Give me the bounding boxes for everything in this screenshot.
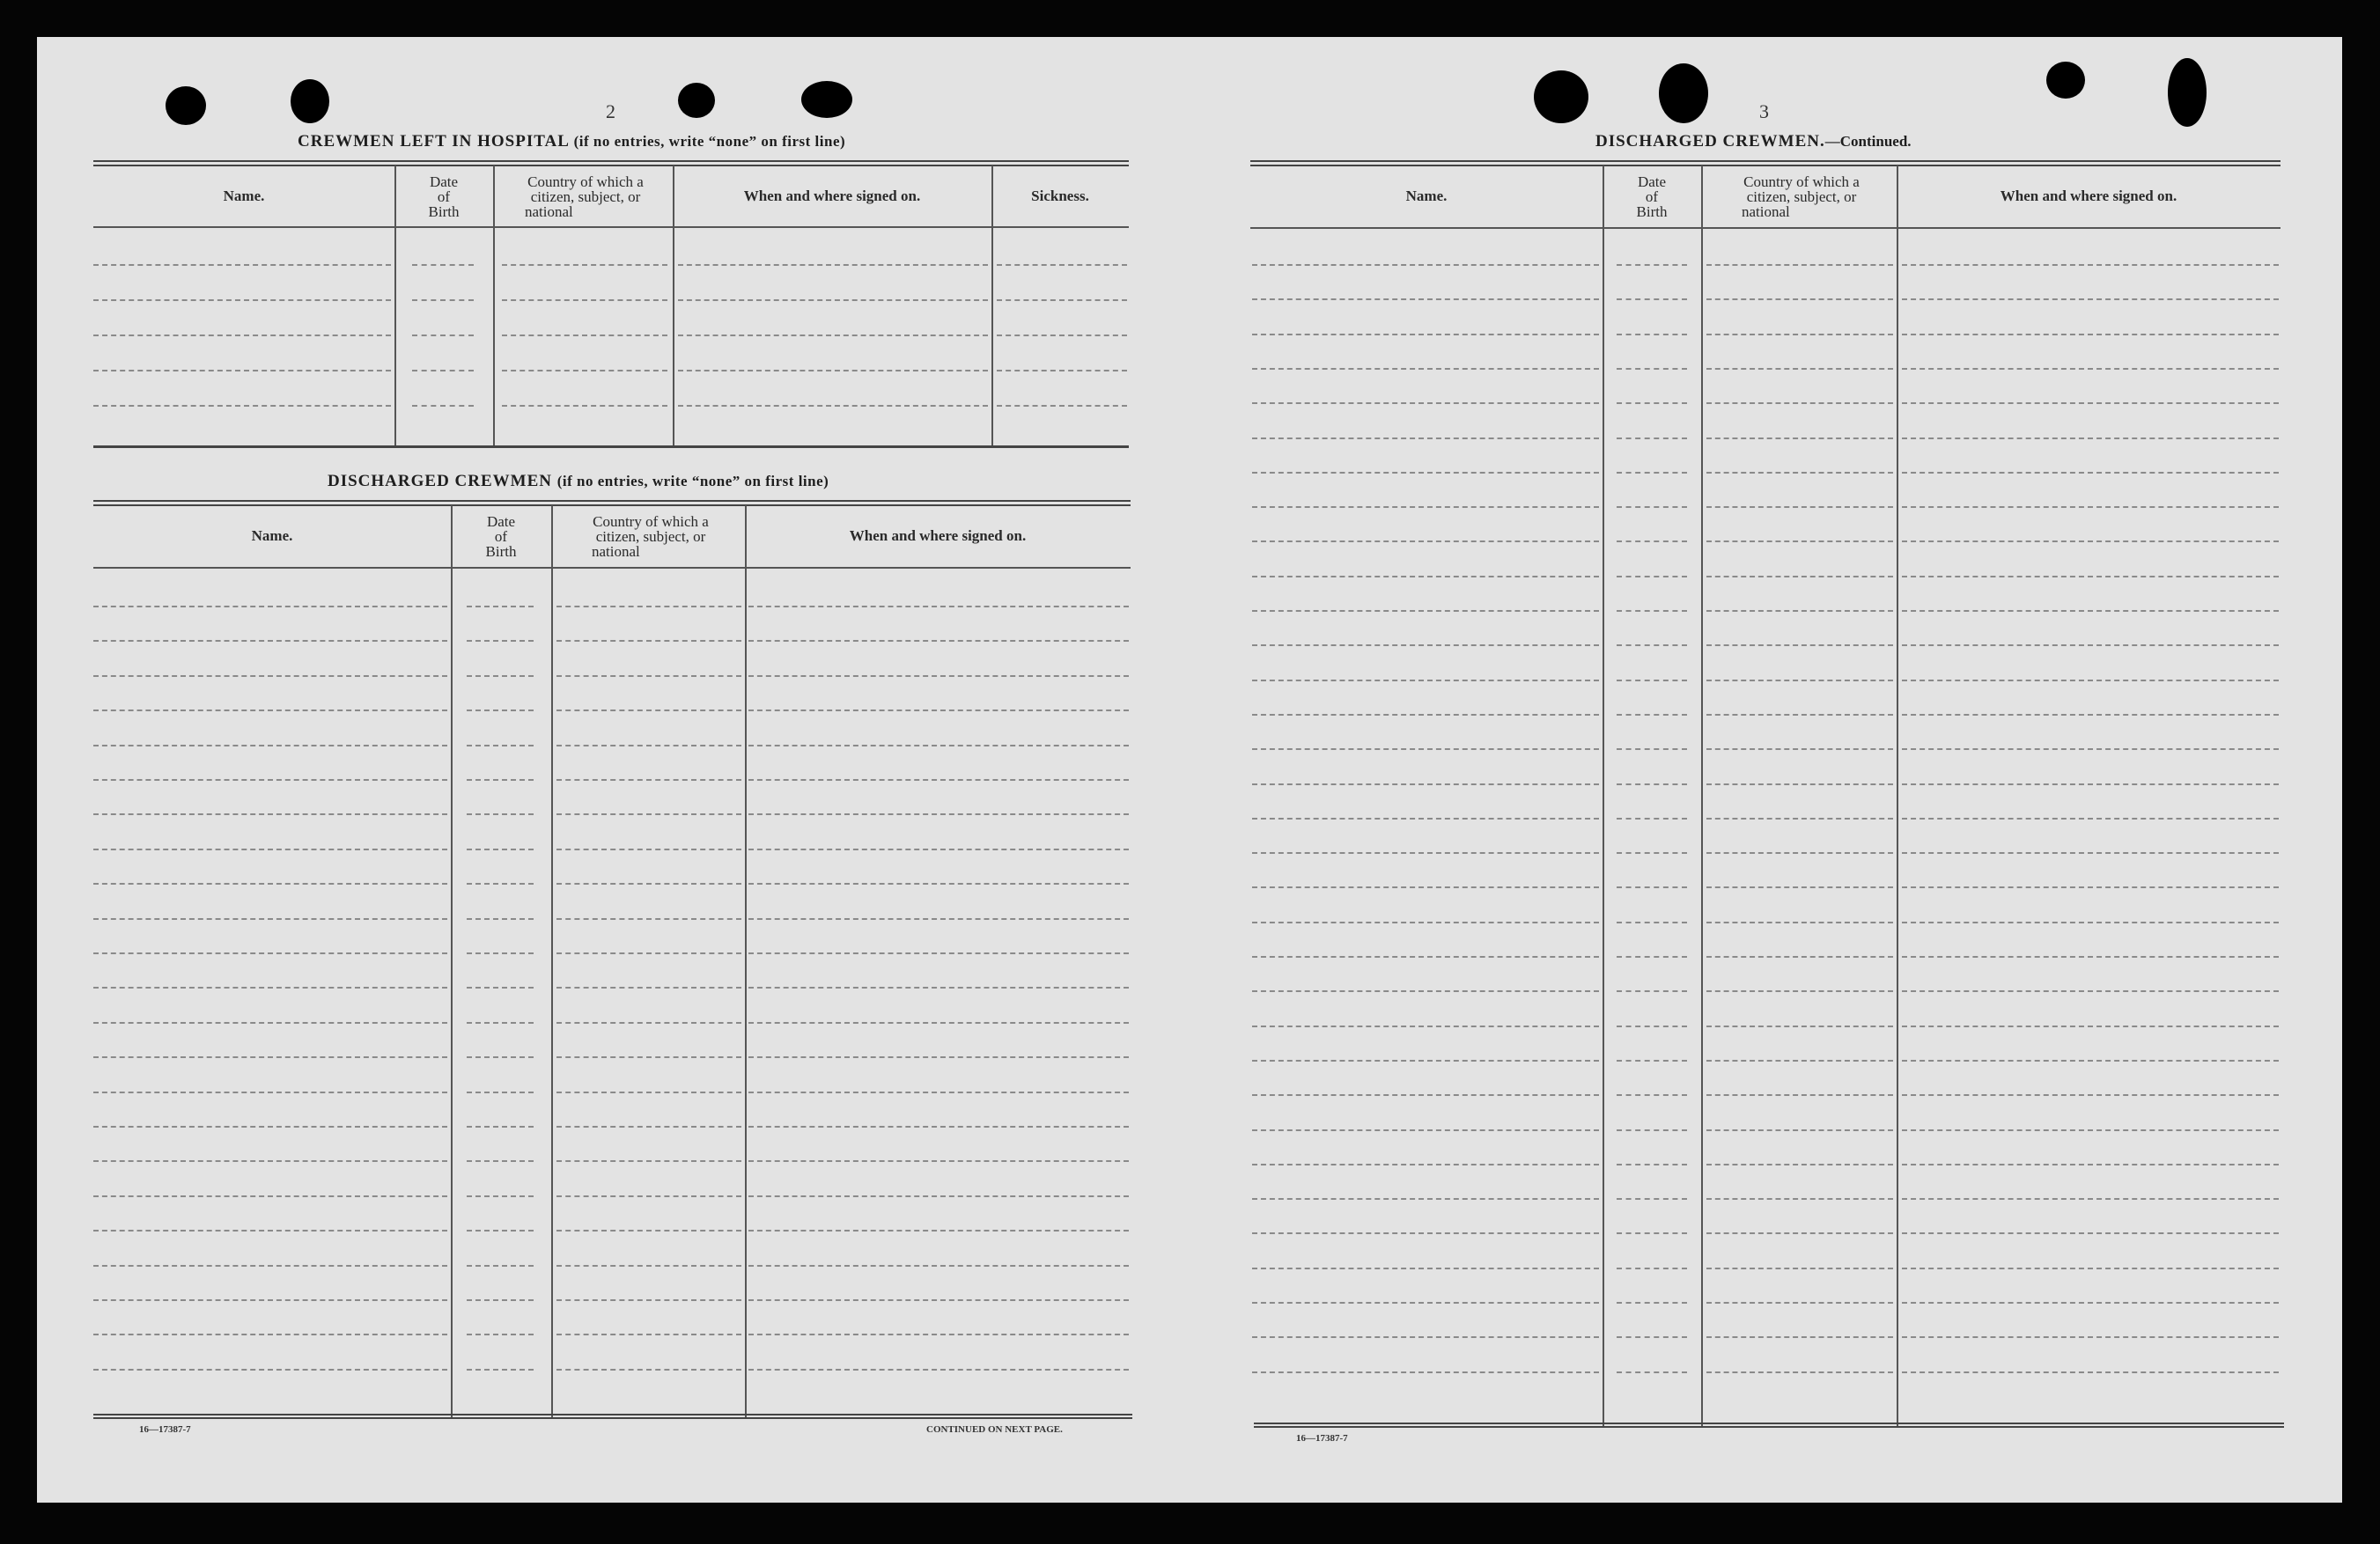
ruled-entry-line	[1617, 402, 1687, 404]
ruled-entry-line	[1706, 1164, 1893, 1165]
punch-hole	[166, 86, 206, 125]
ruled-entry-line	[556, 1160, 741, 1162]
ruled-entry-line	[467, 883, 534, 885]
ruled-entry-line	[93, 640, 447, 642]
ruled-entry-line	[1902, 1060, 2279, 1062]
ruled-entry-line	[467, 918, 534, 920]
ruled-entry-line	[467, 1369, 534, 1371]
ruled-entry-line	[556, 1230, 741, 1232]
ruled-entry-line	[1706, 748, 1893, 750]
hospital-col-dob: Date of Birth	[428, 173, 460, 220]
ruled-entry-line	[1252, 1198, 1599, 1200]
ruled-entry-line	[678, 299, 988, 301]
ruled-entry-line	[1617, 714, 1687, 716]
right-col-country: Country of which a citizen, subject, or national	[1742, 173, 1860, 220]
ruled-entry-line	[93, 952, 447, 954]
ruled-entry-line	[556, 606, 741, 607]
ruled-entry-line	[93, 264, 391, 266]
ruled-entry-line	[748, 918, 1129, 920]
ruled-entry-line	[467, 987, 534, 989]
ruled-entry-line	[1252, 1232, 1599, 1234]
ruled-entry-line	[1617, 610, 1687, 612]
page-number-right: 3	[1759, 100, 1769, 122]
ruled-entry-line	[1706, 922, 1893, 923]
ruled-entry-line	[1617, 956, 1687, 958]
ruled-entry-line	[1706, 1302, 1893, 1304]
ruled-entry-line	[93, 405, 391, 407]
ruled-entry-line	[1617, 1129, 1687, 1131]
ruled-entry-line	[1617, 1094, 1687, 1096]
ruled-entry-line	[556, 1334, 741, 1335]
ruled-entry-line	[1706, 783, 1893, 785]
hospital-col-country: Country of which a citizen, subject, or national	[525, 173, 644, 220]
ruled-entry-line	[93, 918, 447, 920]
ruled-entry-line	[748, 675, 1129, 677]
ruled-entry-line	[748, 952, 1129, 954]
ruled-entry-line	[748, 640, 1129, 642]
ruled-entry-line	[556, 883, 741, 885]
ruled-entry-line	[1706, 610, 1893, 612]
ruled-entry-line	[997, 405, 1127, 407]
ruled-entry-line	[556, 1092, 741, 1093]
ruled-entry-line	[467, 1334, 534, 1335]
ruled-entry-line	[1617, 264, 1687, 266]
ruled-entry-line	[1706, 576, 1893, 577]
ruled-entry-line	[1706, 368, 1893, 370]
ruled-entry-line	[748, 606, 1129, 607]
ruled-entry-line	[412, 264, 474, 266]
ruled-entry-line	[93, 849, 447, 850]
ruled-entry-line	[1706, 1232, 1893, 1234]
ruled-entry-line	[1902, 264, 2279, 266]
ruled-entry-line	[412, 370, 474, 371]
ruled-entry-line	[1902, 714, 2279, 716]
ruled-entry-line	[748, 987, 1129, 989]
ruled-entry-line	[556, 1299, 741, 1301]
ruled-entry-line	[467, 813, 534, 815]
ruled-entry-line	[1902, 956, 2279, 958]
ruled-entry-line	[556, 813, 741, 815]
ruled-entry-line	[1706, 1336, 1893, 1338]
right-section-title	[1595, 132, 1912, 151]
ruled-entry-line	[1617, 644, 1687, 646]
ruled-entry-line	[1617, 576, 1687, 577]
ruled-entry-line	[556, 1126, 741, 1128]
punch-hole	[678, 83, 715, 118]
ruled-entry-line	[1617, 437, 1687, 439]
ruled-entry-line	[502, 299, 667, 301]
ruled-entry-line	[748, 883, 1129, 885]
ruled-entry-line	[1617, 1026, 1687, 1027]
ruled-entry-line	[467, 1299, 534, 1301]
ruled-entry-line	[502, 264, 667, 266]
ruled-entry-line	[997, 370, 1127, 371]
right-col-name: Name.	[1405, 187, 1448, 204]
punch-hole	[1659, 63, 1708, 123]
ruled-entry-line	[467, 1195, 534, 1197]
ruled-entry-line	[1252, 1060, 1599, 1062]
ruled-entry-line	[678, 264, 988, 266]
ruled-entry-line	[1252, 680, 1599, 681]
ruled-entry-line	[1617, 540, 1687, 542]
ruled-entry-line	[748, 1022, 1129, 1024]
ruled-entry-line	[1252, 1268, 1599, 1269]
ruled-entry-line	[1252, 886, 1599, 888]
discharged-table-top-rule	[93, 500, 1131, 506]
ruled-entry-line	[1902, 368, 2279, 370]
ruled-entry-line	[748, 1369, 1129, 1371]
ruled-entry-line	[93, 299, 391, 301]
ruled-entry-line	[1706, 1198, 1893, 1200]
ruled-entry-line	[93, 813, 447, 815]
ruled-entry-line	[93, 745, 447, 746]
ruled-entry-line	[93, 335, 391, 336]
ruled-entry-line	[556, 849, 741, 850]
ruled-entry-line	[1902, 540, 2279, 542]
ruled-entry-line	[1902, 886, 2279, 888]
ruled-entry-line	[1252, 644, 1599, 646]
ruled-entry-line	[93, 779, 447, 781]
ruled-entry-line	[1706, 298, 1893, 300]
ruled-entry-line	[467, 1160, 534, 1162]
ruled-entry-line	[997, 264, 1127, 266]
ruled-entry-line	[1902, 1129, 2279, 1131]
ruled-entry-line	[1706, 714, 1893, 716]
ruled-entry-line	[997, 299, 1127, 301]
hospital-title-instruction: (if no entries, write “none” on first line)	[573, 133, 846, 150]
ruled-entry-line	[1617, 818, 1687, 820]
ruled-entry-line	[1706, 1129, 1893, 1131]
ruled-entry-line	[467, 640, 534, 642]
ruled-entry-line	[467, 675, 534, 677]
ruled-entry-line	[1252, 783, 1599, 785]
ruled-entry-line	[93, 1230, 447, 1232]
ruled-entry-line	[502, 335, 667, 336]
ruled-entry-line	[467, 779, 534, 781]
ruled-entry-line	[502, 405, 667, 407]
ruled-entry-line	[93, 1126, 447, 1128]
ruled-entry-line	[1902, 783, 2279, 785]
ruled-entry-line	[1252, 818, 1599, 820]
ruled-entry-line	[1617, 748, 1687, 750]
ruled-entry-line	[412, 299, 474, 301]
ruled-entry-line	[93, 675, 447, 677]
ruled-entry-line	[1252, 540, 1599, 542]
ruled-entry-line	[1902, 437, 2279, 439]
ruled-entry-line	[1706, 472, 1893, 474]
ruled-entry-line	[556, 779, 741, 781]
form-number-left: 16—17387-7	[139, 1424, 191, 1435]
ruled-entry-line	[1902, 472, 2279, 474]
ruled-entry-line	[1617, 990, 1687, 992]
ruled-entry-line	[748, 1056, 1129, 1058]
ruled-entry-line	[1617, 1060, 1687, 1062]
hospital-col-name: Name.	[223, 187, 265, 204]
ruled-entry-line	[748, 1092, 1129, 1093]
discharged-col-signed-on: When and where signed on.	[849, 527, 1027, 544]
punch-hole	[1534, 70, 1588, 123]
ruled-entry-line	[1252, 1371, 1599, 1373]
ruled-entry-line	[1617, 1198, 1687, 1200]
ruled-entry-line	[93, 1195, 447, 1197]
ruled-entry-line	[1706, 402, 1893, 404]
ruled-entry-line	[1902, 680, 2279, 681]
ruled-entry-line	[93, 1265, 447, 1267]
ruled-entry-line	[556, 1056, 741, 1058]
ruled-entry-line	[467, 849, 534, 850]
ruled-entry-line	[93, 1160, 447, 1162]
ruled-entry-line	[678, 405, 988, 407]
right-title-suffix: —Continued.	[1824, 133, 1912, 150]
ruled-entry-line	[1252, 922, 1599, 923]
ruled-entry-line	[93, 987, 447, 989]
ruled-entry-line	[1902, 644, 2279, 646]
ruled-entry-line	[1902, 610, 2279, 612]
ruled-entry-line	[467, 1056, 534, 1058]
ruled-entry-line	[556, 745, 741, 746]
ruled-entry-line	[1902, 748, 2279, 750]
ruled-entry-line	[748, 1160, 1129, 1162]
ruled-entry-line	[1617, 472, 1687, 474]
page-number-left: 2	[606, 100, 615, 122]
ruled-entry-line	[1902, 1164, 2279, 1165]
ruled-entry-line	[1902, 1302, 2279, 1304]
ruled-entry-line	[1706, 1094, 1893, 1096]
ruled-entry-line	[1252, 956, 1599, 958]
ruled-entry-line	[93, 1022, 447, 1024]
ruled-entry-line	[1902, 1198, 2279, 1200]
hospital-title-text: CREWMEN LEFT IN HOSPITAL	[298, 132, 569, 151]
ruled-entry-line	[1252, 1164, 1599, 1165]
right-title-text: DISCHARGED CREWMEN.	[1595, 132, 1825, 151]
ruled-entry-line	[1617, 1268, 1687, 1269]
ruled-entry-line	[1617, 922, 1687, 923]
ruled-entry-line	[1252, 437, 1599, 439]
ruled-entry-line	[748, 1265, 1129, 1267]
ruled-entry-line	[1252, 1094, 1599, 1096]
ruled-entry-line	[1252, 264, 1599, 266]
ruled-entry-line	[1706, 264, 1893, 266]
ruled-entry-line	[1706, 644, 1893, 646]
ruled-entry-line	[1706, 990, 1893, 992]
ruled-entry-line	[467, 1230, 534, 1232]
ruled-entry-line	[1252, 714, 1599, 716]
ruled-entry-line	[997, 335, 1127, 336]
ruled-entry-line	[412, 405, 474, 407]
ruled-entry-line	[1902, 1026, 2279, 1027]
ruled-entry-line	[556, 1369, 741, 1371]
ruled-entry-line	[678, 370, 988, 371]
ruled-entry-line	[556, 675, 741, 677]
ruled-entry-line	[1252, 610, 1599, 612]
ruled-entry-line	[1706, 1371, 1893, 1373]
ruled-entry-line	[748, 710, 1129, 711]
ruled-entry-line	[93, 883, 447, 885]
form-sheet	[37, 37, 2342, 1503]
ruled-entry-line	[1902, 1094, 2279, 1096]
hospital-section-title	[298, 132, 845, 151]
ruled-entry-line	[1252, 1129, 1599, 1131]
ruled-entry-line	[1902, 852, 2279, 854]
ruled-entry-line	[467, 1265, 534, 1267]
ruled-entry-line	[1617, 1336, 1687, 1338]
ruled-entry-line	[556, 640, 741, 642]
ruled-entry-line	[1706, 334, 1893, 335]
ruled-entry-line	[678, 335, 988, 336]
ruled-entry-line	[1617, 1232, 1687, 1234]
form-number-right: 16—17387-7	[1296, 1433, 1348, 1444]
ruled-entry-line	[1617, 1371, 1687, 1373]
ruled-entry-line	[1252, 402, 1599, 404]
ruled-entry-line	[1252, 576, 1599, 577]
discharged-col-dob: Date of Birth	[485, 513, 517, 560]
ruled-entry-line	[1706, 818, 1893, 820]
ruled-entry-line	[748, 813, 1129, 815]
discharged-col-country: Country of which a citizen, subject, or national	[592, 513, 709, 560]
ruled-entry-line	[1706, 886, 1893, 888]
ruled-entry-line	[1706, 680, 1893, 681]
ruled-entry-line	[1902, 1371, 2279, 1373]
ruled-entry-line	[1706, 1060, 1893, 1062]
ruled-entry-line	[1617, 334, 1687, 335]
ruled-entry-line	[748, 1195, 1129, 1197]
ruled-entry-line	[1252, 472, 1599, 474]
ruled-entry-line	[1902, 402, 2279, 404]
ruled-entry-line	[748, 1299, 1129, 1301]
ruled-entry-line	[748, 1230, 1129, 1232]
ruled-entry-line	[748, 779, 1129, 781]
ruled-entry-line	[93, 1056, 447, 1058]
ruled-entry-line	[556, 918, 741, 920]
ruled-entry-line	[93, 1092, 447, 1093]
discharged-title-instruction: (if no entries, write “none” on first line)	[556, 473, 829, 489]
ruled-entry-line	[1706, 956, 1893, 958]
ruled-entry-line	[1252, 506, 1599, 508]
right-table-top-rule	[1250, 160, 2281, 166]
ruled-entry-line	[1706, 506, 1893, 508]
ruled-entry-line	[1706, 1268, 1893, 1269]
ruled-entry-line	[467, 606, 534, 607]
discharged-title-text: DISCHARGED CREWMEN	[328, 472, 552, 490]
right-col-dob: Date of Birth	[1636, 173, 1668, 220]
ruled-entry-line	[1706, 540, 1893, 542]
ruled-entry-line	[1617, 298, 1687, 300]
ruled-entry-line	[1252, 990, 1599, 992]
ruled-entry-line	[748, 1126, 1129, 1128]
ruled-entry-line	[1902, 1232, 2279, 1234]
discharged-section-title	[328, 472, 829, 491]
ruled-entry-line	[1902, 990, 2279, 992]
ruled-entry-line	[1617, 1164, 1687, 1165]
ruled-entry-line	[1617, 852, 1687, 854]
punch-hole	[2168, 58, 2207, 127]
ruled-entry-line	[748, 745, 1129, 746]
ruled-entry-line	[1252, 1026, 1599, 1027]
ruled-entry-line	[1902, 334, 2279, 335]
ruled-entry-line	[1252, 852, 1599, 854]
ruled-entry-line	[467, 952, 534, 954]
ruled-entry-line	[93, 710, 447, 711]
ruled-entry-line	[502, 370, 667, 371]
ruled-entry-line	[1252, 748, 1599, 750]
ruled-entry-line	[93, 1369, 447, 1371]
punch-hole	[2046, 62, 2085, 99]
hospital-col-signed-on: When and where signed on.	[743, 187, 921, 204]
continued-note: CONTINUED ON NEXT PAGE.	[926, 1424, 1063, 1435]
ruled-entry-line	[1617, 368, 1687, 370]
ruled-entry-line	[467, 1022, 534, 1024]
ruled-entry-line	[1252, 1336, 1599, 1338]
ruled-entry-line	[748, 1334, 1129, 1335]
ruled-entry-line	[1902, 506, 2279, 508]
ruled-entry-line	[1617, 1302, 1687, 1304]
ruled-entry-line	[1902, 298, 2279, 300]
ruled-entry-line	[412, 335, 474, 336]
ruled-entry-line	[1902, 576, 2279, 577]
ruled-entry-line	[1902, 1268, 2279, 1269]
ruled-entry-line	[556, 952, 741, 954]
ruled-entry-line	[1252, 1302, 1599, 1304]
ruled-entry-line	[1706, 852, 1893, 854]
ruled-entry-line	[467, 745, 534, 746]
ruled-entry-line	[1252, 298, 1599, 300]
right-col-signed-on: When and where signed on.	[2000, 187, 2177, 204]
ruled-entry-line	[1252, 368, 1599, 370]
ruled-entry-line	[93, 1334, 447, 1335]
ruled-entry-line	[1902, 922, 2279, 923]
ruled-entry-line	[1617, 886, 1687, 888]
ruled-entry-line	[1617, 680, 1687, 681]
ruled-entry-line	[556, 1195, 741, 1197]
punch-hole	[291, 79, 329, 123]
ruled-entry-line	[1617, 783, 1687, 785]
ruled-entry-line	[1902, 818, 2279, 820]
ruled-entry-line	[93, 1299, 447, 1301]
hospital-col-sickness: Sickness.	[1031, 187, 1089, 204]
ruled-entry-line	[556, 710, 741, 711]
hospital-table-top-rule	[93, 160, 1129, 166]
ruled-entry-line	[1706, 437, 1893, 439]
ruled-entry-line	[556, 1022, 741, 1024]
ruled-entry-line	[467, 1092, 534, 1093]
ruled-entry-line	[1902, 1336, 2279, 1338]
discharged-col-name: Name.	[251, 527, 293, 544]
ruled-entry-line	[93, 370, 391, 371]
punch-hole	[801, 81, 852, 118]
ruled-entry-line	[556, 987, 741, 989]
ruled-entry-line	[1706, 1026, 1893, 1027]
ruled-entry-line	[1617, 506, 1687, 508]
ruled-entry-line	[467, 1126, 534, 1128]
ruled-entry-line	[93, 606, 447, 607]
ruled-entry-line	[467, 710, 534, 711]
ruled-entry-line	[1252, 334, 1599, 335]
ruled-entry-line	[748, 849, 1129, 850]
ruled-entry-line	[556, 1265, 741, 1267]
